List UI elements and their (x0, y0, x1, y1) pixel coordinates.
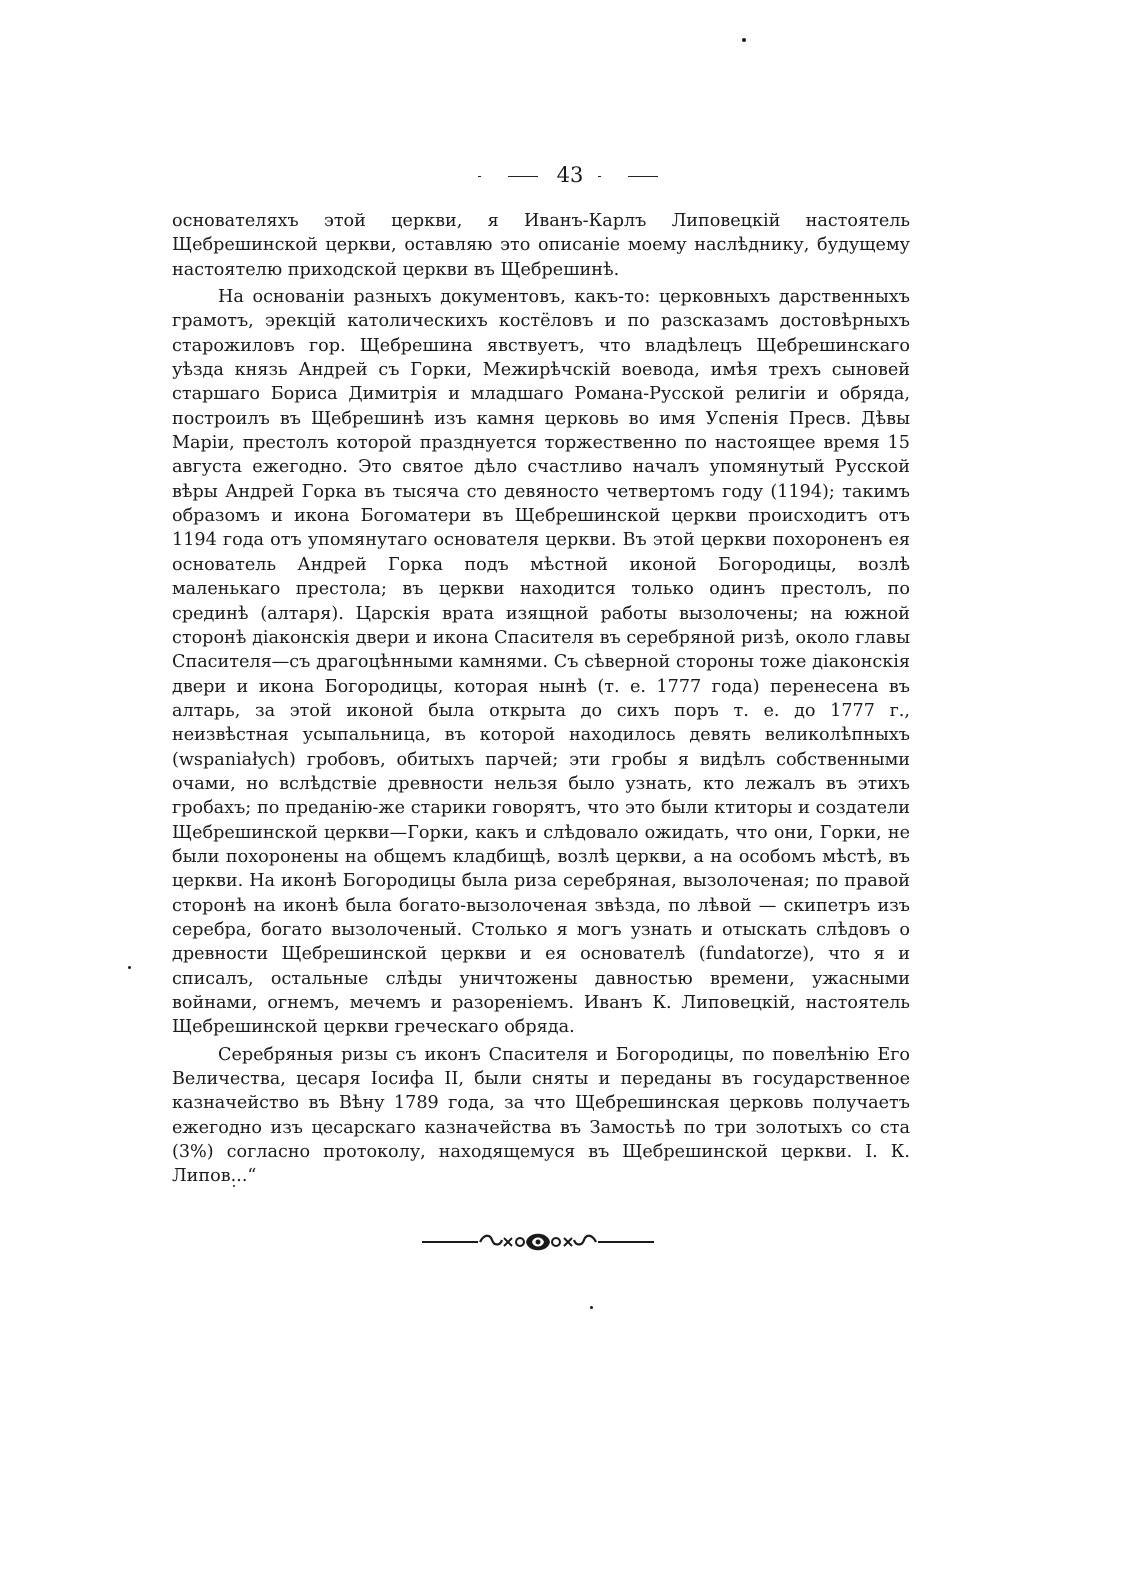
body-text (172, 209, 910, 1189)
print-speck (128, 966, 131, 969)
print-speck (590, 1306, 593, 1309)
page-header (0, 162, 1140, 188)
print-speck (742, 38, 746, 42)
decorative-ornament (420, 1228, 656, 1256)
header-rule-left (508, 176, 538, 177)
header-rule-right (628, 176, 658, 177)
page-number: 43 (556, 163, 584, 187)
paragraph-continued: основателяхъ этой церкви, я Иванъ-Карлъ Липовецкій настоятель Щебрешинской церкви, оставляю это описаніе моему наслѣднику, будущему настоятелю приходской церкви въ Щебрешинѣ. (172, 211, 910, 280)
header-rule-dot (478, 176, 481, 177)
header-rule-dot (598, 176, 601, 177)
paragraph-main: На основаніи разныхъ документовъ, какъ-то: церковныхъ дарственныхъ грамотъ, эрекцій католическихъ костёловъ и по разсказамъ достовѣрныхъ старожиловъ гор. Щебрешина явствуетъ, что владѣлецъ Щебрешинскаго уѣзда князь Андрей съ Горки, Межирѣчскій воевода, имѣя трехъ сыновей старшаго Бориса Димитрія и младшаго Романа-Русской религіи и обряда, построилъ въ Щебрешинѣ изъ камня церковь во имя Успенія Пресв. Дѣвы Маріи, престолъ которой празднуется торжественно по настоящее время 15 августа ежегодно. Это святое дѣло счастливо началъ упомянутый Русской вѣры Андрей Горка въ тысяча сто девяносто четвертомъ году (1194); такимъ образомъ и икона Богоматери въ Щебрешинской церкви происходитъ отъ 1194 года отъ упомянутаго основателя церкви. Въ этой церкви похороненъ ея основатель Андрей Горка подъ мѣстной иконой Богородицы, возлѣ маленькаго престола; въ церкви находится только одинъ престолъ, по срединѣ (алтаря). Царскія врата изящной работы вызолочены; на южной сторонѣ діаконскія двери и икона Спасителя въ серебряной ризѣ, около главы Спасителя—съ драгоцѣнными камнями. Съ сѣверной стороны тоже діаконскія двери и икона Богородицы, которая нынѣ (т. е. 1777 года) перенесена въ алтарь, за этой иконой была открыта до сихъ поръ т. е. до 1777 г., неизвѣстная усыпальница, въ которой находилось девять великолѣпныхъ (wspaniałych) гробовъ, обитыхъ парчей; эти гробы я видѣлъ собственными очами, но вслѣдствіе древности нельзя было узнать, кто лежалъ въ этихъ гробахъ; по преданію-же старики говорятъ, что это были ктиторы и создатели Щебрешинской церкви—Горки, какъ и слѣдовало ожидать, что они, Горки, не были похоронены на общемъ кладбищѣ, возлѣ церкви, а на особомъ мѣстѣ, въ церкви. На иконѣ Богородицы была риза серебряная, вызолоченая; по правой сторонѣ на иконѣ была богато-вызолоченая звѣзда, по лѣвой — скипетръ изъ серебра, богато вызолоченый. Столько я могъ узнать и отыскать слѣдовъ о древности Щебрешинской церкви и ея основателѣ (fundatorze), что я и списалъ, остальные слѣды уничтожены давностью времени, ужасными войнами, огнемъ, мечемъ и разореніемъ. Иванъ К. Липовецкій, настоятель Щебрешинской церкви греческаго обряда. (172, 287, 910, 1038)
paragraph-final: Серебряныя ризы съ иконъ Спасителя и Богородицы, по повелѣнію Его Величества, цесаря Іосифа II, были сняты и переданы въ государственное казначейство въ Вѣну 1789 года, за что Щебрешинская церковь получаетъ ежегодно изъ цесарскаго казначейства въ Замостьѣ по три золотыхъ со ста (3%) согласно протоколу, находящемуся въ Щебрешинской церкви. І. К. Липов...“ (172, 1044, 910, 1187)
